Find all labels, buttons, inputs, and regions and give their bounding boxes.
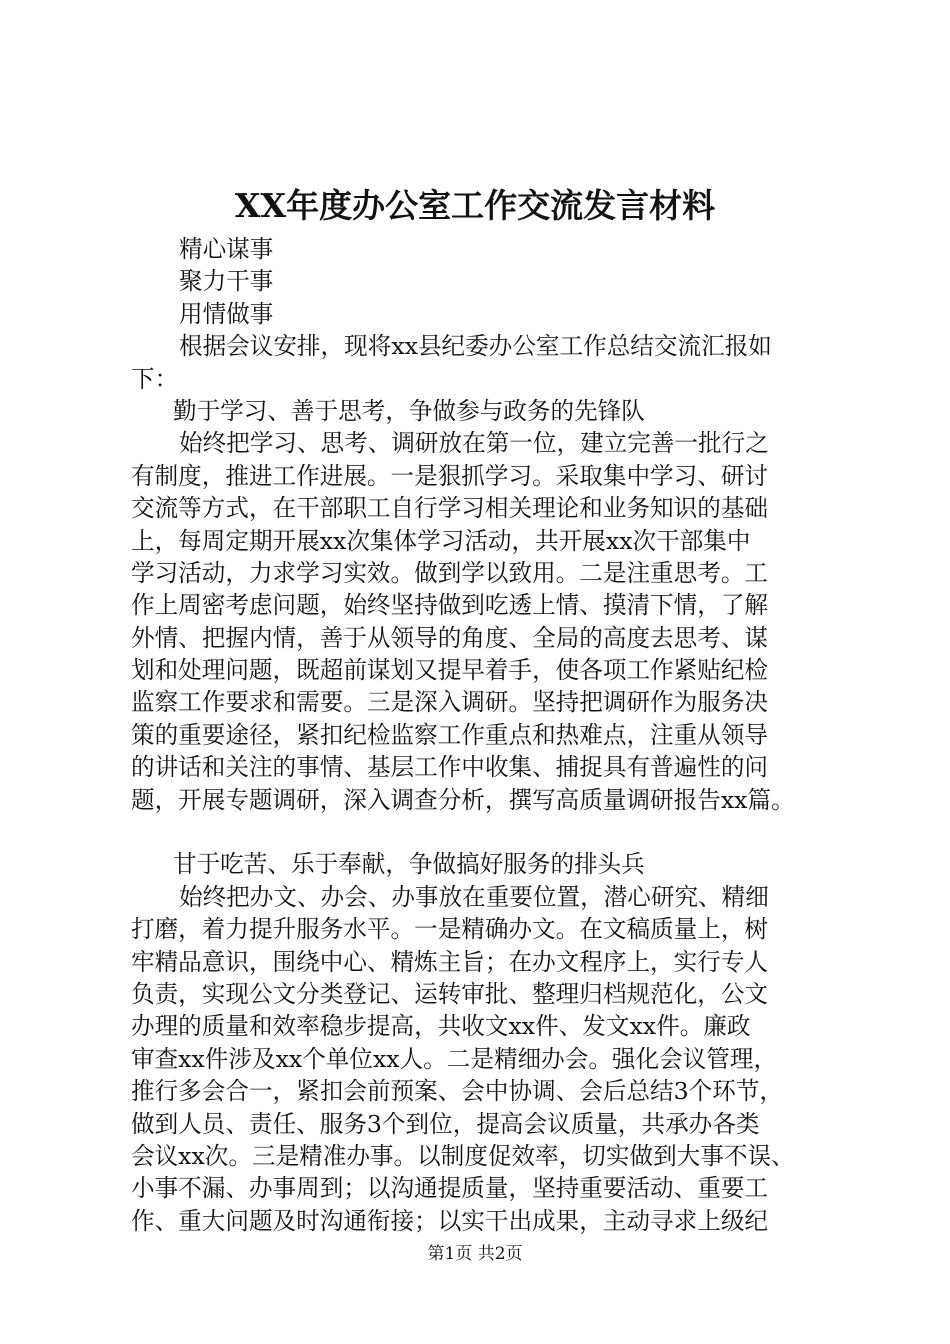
text-line: 精心谋事 <box>179 235 274 263</box>
section-heading: 甘于吃苦、乐于奉献，争做搞好服务的排头兵 <box>173 850 645 879</box>
text-line: 题，开展专题调研，深入调查分析，撰写高质量调研报告xx篇。 <box>131 785 795 814</box>
text-line: 办理的质量和效率稳步提高，共收文xx件、发文xx件。廉政 <box>131 1012 751 1041</box>
text-line: 聚力干事 <box>179 267 274 296</box>
text-line: 学习活动，力求学习实效。做到学以致用。二是注重思考。工 <box>131 558 769 587</box>
text-line: 策的重要途径，紧扣纪检监察工作重点和热难点，注重从领导 <box>131 720 769 749</box>
text-line: 外情、把握内情，善于从领导的角度、全局的高度去思考、谋 <box>131 623 769 652</box>
text-line: 做到人员、责任、服务3个到位，提高会议质量，共承办各类 <box>131 1109 760 1138</box>
text-line: 始终把学习、思考、调研放在第一位，建立完善一批行之 <box>179 429 769 458</box>
document-body <box>131 233 841 1237</box>
text-line: 的讲话和关注的事情、基层工作中收集、捕捉具有普遍性的问 <box>131 753 769 782</box>
text-line: 作、重大问题及时沟通衔接；以实干出成果，主动寻求上级纪 <box>131 1206 769 1235</box>
page-number-footer: 第1页 共2页 <box>427 1244 523 1264</box>
text-line: 打磨，着力提升服务水平。一是精确办文。在文稿质量上，树 <box>131 915 769 944</box>
text-line: 下： <box>131 364 179 393</box>
text-line: 有制度，推进工作进展。一是狠抓学习。采取集中学习、研讨 <box>131 461 769 490</box>
text-line: 作上周密考虑问题，始终坚持做到吃透上情、摸清下情，了解 <box>131 591 769 620</box>
text-line: 牢精品意识，围绕中心、精炼主旨；在办文程序上，实行专人 <box>131 947 769 976</box>
text-line: 上，每周定期开展xx次集体学习活动，共开展xx次干部集中 <box>131 526 751 555</box>
section-heading: 勤于学习、善于思考，争做参与政务的先锋队 <box>173 396 645 425</box>
text-line: 根据会议安排，现将xx县纪委办公室工作总结交流汇报如 <box>179 332 772 361</box>
text-line: 用情做事 <box>179 299 274 328</box>
text-line: 推行多会合一，紧扣会前预案、会中协调、会后总结3个环节， <box>131 1077 784 1106</box>
text-line: 交流等方式，在干部职工自行学习相关理论和业务知识的基础 <box>131 494 769 523</box>
text-line: 负责，实现公文分类登记、运转审批、整理归档规范化，公文 <box>131 979 769 1008</box>
text-line: 审查xx件涉及xx个单位xx人。二是精细办会。强化会议管理， <box>131 1044 778 1073</box>
text-line: 始终把办文、办会、办事放在重要位置，潜心研究、精细 <box>179 882 769 911</box>
text-line: 会议xx次。三是精准办事。以制度促效率，切实做到大事不误、 <box>131 1141 795 1170</box>
text-line: 划和处理问题，既超前谋划又提早着手，使各项工作紧贴纪检 <box>131 656 769 685</box>
text-line: 小事不漏、办事周到；以沟通提质量，坚持重要活动、重要工 <box>131 1174 769 1203</box>
paragraph-gap <box>131 816 841 848</box>
text-line: 监察工作要求和需要。三是深入调研。坚持把调研作为服务决 <box>131 688 769 717</box>
document-title: XX年度办公室工作交流发言材料 <box>234 186 716 225</box>
